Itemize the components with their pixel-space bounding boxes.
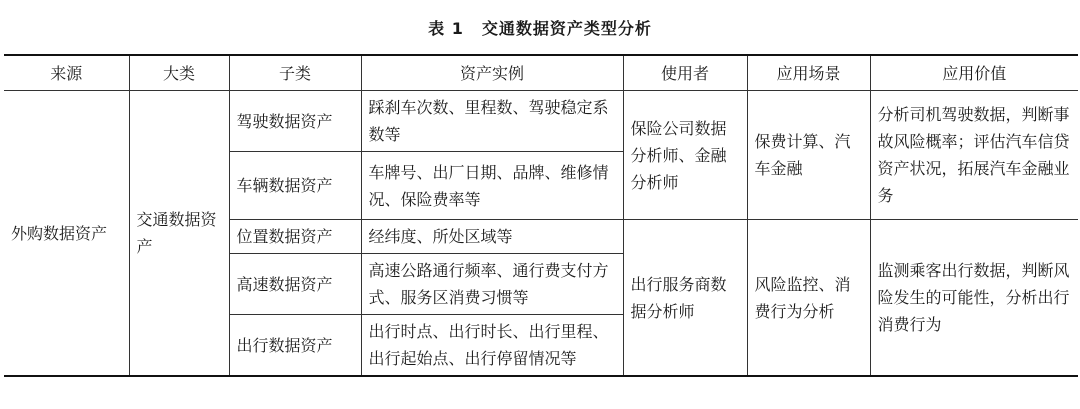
header-subcategory: 子类: [229, 55, 361, 91]
example-cell: 出行时点、出行时长、出行里程、出行起始点、出行停留情况等: [361, 315, 623, 377]
scenario-cell: 保费计算、汽车金融: [747, 91, 870, 220]
table-row: [4, 91, 1078, 152]
example-cell: 高速公路通行频率、通行费支付方式、服务区消费习惯等: [361, 254, 623, 315]
category-cell: 交通数据资产: [129, 91, 229, 377]
header-value: 应用价值: [870, 55, 1078, 91]
subcategory-cell: 驾驶数据资产: [229, 91, 361, 152]
example-cell: 经纬度、所处区域等: [361, 220, 623, 254]
subcategory-cell: 车辆数据资产: [229, 152, 361, 220]
subcategory-cell: 出行数据资产: [229, 315, 361, 377]
value-cell: 监测乘客出行数据，判断风险发生的可能性，分析出行消费行为: [870, 220, 1078, 377]
value-cell: 分析司机驾驶数据，判断事故风险概率；评估汽车信贷资产状况，拓展汽车金融业务: [870, 91, 1078, 220]
table-title: 交通数据资产类型分析: [481, 19, 652, 38]
asset-type-table: [4, 54, 1078, 377]
header-example: 资产实例: [361, 55, 623, 91]
header-user: 使用者: [623, 55, 747, 91]
subcategory-cell: 高速数据资产: [229, 254, 361, 315]
subcategory-cell: 位置数据资产: [229, 220, 361, 254]
header-row: [4, 55, 1078, 91]
example-cell: 车牌号、出厂日期、品牌、维修情况、保险费率等: [361, 152, 623, 220]
header-category: 大类: [129, 55, 229, 91]
source-cell: 外购数据资产: [4, 91, 129, 377]
example-cell: 踩刹车次数、里程数、驾驶稳定系数等: [361, 91, 623, 152]
header-source: 来源: [4, 55, 129, 91]
header-scenario: 应用场景: [747, 55, 870, 91]
user-cell: 出行服务商数据分析师: [623, 220, 747, 377]
table-number: 表 1: [428, 19, 464, 38]
scenario-cell: 风险监控、消费行为分析: [747, 220, 870, 377]
table-caption: [0, 16, 1080, 39]
user-cell: 保险公司数据分析师、金融分析师: [623, 91, 747, 220]
